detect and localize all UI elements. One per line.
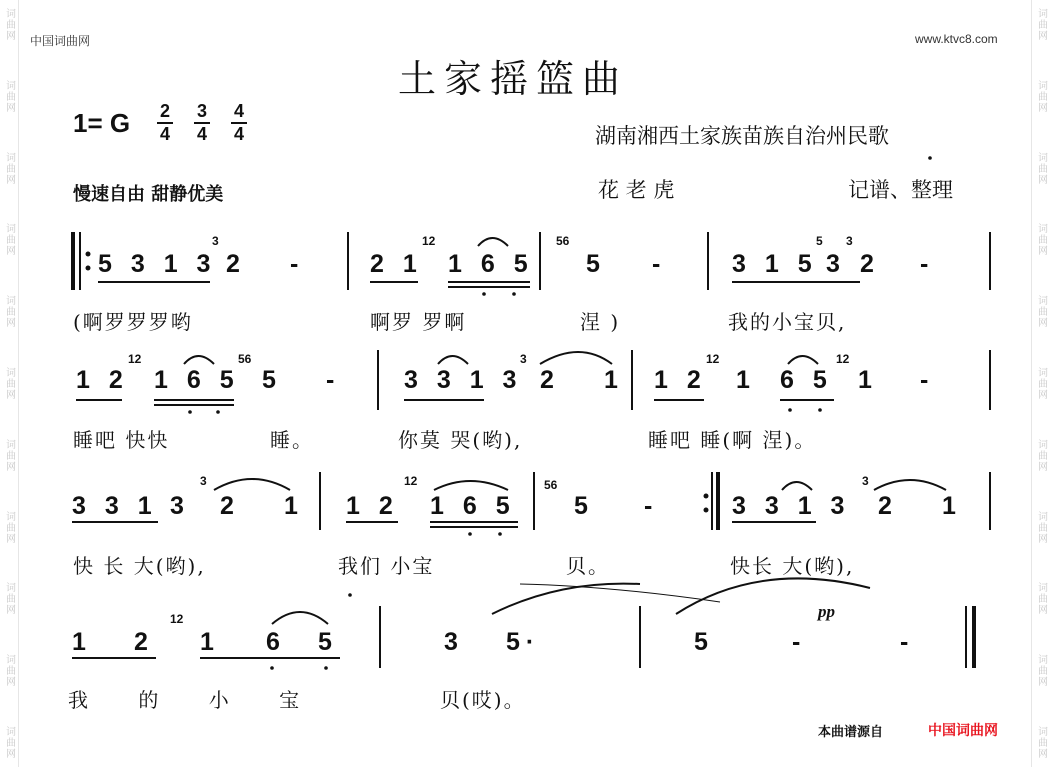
note-group: 1 — [284, 492, 304, 520]
note-group: - — [792, 628, 807, 656]
grace-note: 56 — [238, 352, 252, 366]
watermark-text: 词曲网 — [1035, 79, 1047, 113]
dynamic-marking: pp — [818, 602, 835, 621]
lyric-phrase: 我 的 小 宝 — [68, 688, 322, 712]
lyric-phrase: 涅 ) — [580, 310, 621, 334]
note-group: - — [900, 628, 915, 656]
watermark-text: 词曲网 — [3, 654, 15, 688]
watermark-text: 词曲网 — [3, 79, 15, 113]
tempo-marking: 慢速自由 甜静优美 — [73, 184, 224, 205]
watermark-text: 词曲网 — [1035, 654, 1047, 688]
lyric-phrase: 快 长 大(哟), — [73, 554, 206, 578]
slur — [272, 612, 328, 624]
note-group: - — [920, 250, 935, 278]
note-group: - — [920, 366, 935, 394]
note-group: 2 — [134, 628, 154, 656]
note-group: 1 — [200, 628, 220, 656]
key-signature: 1= G — [73, 108, 131, 138]
note-group: - — [290, 250, 305, 278]
lyric-phrase: 啊罗 罗啊 — [370, 310, 467, 334]
grace-note: 12 — [422, 234, 436, 248]
lyric-phrase: 睡吧 睡(啊 涅)。 — [648, 428, 817, 452]
lyric-phrase: 贝。 — [566, 554, 610, 578]
grace-note: 3 — [200, 474, 207, 488]
slur — [782, 482, 812, 490]
note-group: - — [326, 366, 341, 394]
watermark-text: 词曲网 — [3, 8, 15, 41]
note-group: 1 2 — [346, 492, 399, 520]
slur — [434, 481, 508, 490]
grace-note: 12 — [170, 612, 184, 626]
time-sig-numerator: 2 — [159, 101, 170, 121]
slur — [788, 356, 818, 364]
note-group: 3 3 1 3 — [404, 366, 523, 394]
lyric-phrase: 你莫 哭(哟), — [398, 428, 523, 452]
slur — [478, 238, 508, 246]
note-group: - — [652, 250, 667, 278]
watermark-text: 词曲网 — [1035, 8, 1047, 41]
note-group: 3 — [444, 628, 464, 656]
watermark-text: 词曲网 — [3, 438, 15, 472]
note-group: 1 — [736, 366, 756, 394]
watermark-text: 词曲网 — [1035, 223, 1047, 257]
transcriber-role: 记谱、整理 — [848, 178, 953, 202]
time-sig-denominator: 4 — [233, 124, 244, 144]
watermark-text: 词曲网 — [3, 295, 15, 329]
time-sig-denominator: 4 — [159, 124, 170, 144]
note-group: 3 — [826, 250, 846, 278]
song-title: 土家摇篮曲 — [398, 57, 629, 101]
watermark-text: 词曲网 — [1035, 438, 1047, 472]
grace-note: 12 — [706, 352, 720, 366]
note-group: 1 2 — [654, 366, 707, 394]
lyric-phrase: 睡吧 快快 — [73, 428, 170, 452]
slur — [492, 584, 640, 614]
time-sig-denominator: 4 — [196, 124, 207, 144]
site-url-header: www.ktvc8.com — [915, 32, 998, 46]
grace-note: 12 — [836, 352, 850, 366]
note-group: 1 6 5 — [448, 250, 534, 278]
grace-note: 12 — [404, 474, 418, 488]
note-group: 3 3 1 3 — [732, 492, 851, 520]
note-group: 3 3 1 — [72, 492, 158, 520]
note-group: 5 — [694, 628, 714, 656]
note-group: 1 — [72, 628, 92, 656]
note-group: 1 — [604, 366, 624, 394]
note-group: 5· — [506, 628, 541, 656]
watermark-text: 词曲网 — [3, 151, 15, 185]
watermark-text: 词曲网 — [1035, 510, 1047, 544]
note-group: 2 — [860, 250, 880, 278]
watermark-text: 词曲网 — [1035, 366, 1047, 400]
time-sig-numerator: 3 — [196, 101, 207, 121]
note-group: 6 5 — [780, 366, 833, 394]
note-group: 3 1 5 — [732, 250, 818, 278]
note-group: 5 — [262, 366, 282, 394]
slur — [540, 352, 612, 364]
grace-note: 56 — [544, 478, 558, 492]
grace-note: 56 — [556, 234, 570, 248]
note-group: 6 — [266, 628, 286, 656]
note-group: 2 1 — [370, 250, 423, 278]
slur — [184, 356, 214, 364]
watermark-text: 词曲网 — [3, 582, 15, 616]
lyric-phrase: (啊罗罗罗哟 — [73, 310, 193, 334]
note-group: 2 — [226, 250, 246, 278]
watermark-text: 词曲网 — [3, 366, 15, 400]
time-sig-numerator: 4 — [233, 101, 244, 121]
grace-note: 3 — [212, 234, 219, 248]
grace-note: 12 — [128, 352, 142, 366]
lyric-phrase: 快长 大(哟), — [730, 554, 855, 578]
watermark-text: 词曲网 — [1035, 151, 1047, 185]
note-group: 1 — [942, 492, 962, 520]
slur — [676, 578, 870, 614]
lyric-phrase: 贝(哎)。 — [440, 688, 526, 712]
transcriber-name: 花 老 虎 — [598, 178, 675, 202]
note-group: 1 — [858, 366, 878, 394]
lyric-phrase: 睡。 — [270, 428, 314, 452]
note-group: 2 — [878, 492, 898, 520]
note-group: 3 — [170, 492, 190, 520]
note-group: 1 6 5 — [154, 366, 240, 394]
site-name-header: 中国词曲网 — [30, 34, 91, 48]
watermark-text: 词曲网 — [1035, 725, 1047, 759]
source-label: 本曲谱源自 — [818, 725, 884, 740]
slur — [438, 356, 468, 364]
note-group: 2 — [220, 492, 240, 520]
slur — [214, 479, 290, 490]
note-group: - — [644, 492, 659, 520]
lyric-phrase: 我的小宝贝, — [728, 310, 847, 334]
watermark-text: 词曲网 — [3, 223, 15, 257]
note-group: 1 6 5 — [430, 492, 516, 520]
note-group: 2 — [540, 366, 560, 394]
grace-note: 3 — [520, 352, 527, 366]
watermark-text: 词曲网 — [3, 725, 15, 759]
note-group: 5 3 1 3 — [98, 250, 217, 278]
note-group: 1 2 — [76, 366, 129, 394]
grace-note: 3 — [846, 234, 853, 248]
slur — [874, 480, 946, 490]
grace-note: 3 — [862, 474, 869, 488]
source-brand-link[interactable]: 中国词曲网 — [928, 723, 998, 739]
note-group: 5 — [574, 492, 594, 520]
song-origin: 湖南湘西土家族苗族自治州民歌 — [595, 124, 889, 148]
watermark-text: 词曲网 — [1035, 295, 1047, 329]
watermark-text: 词曲网 — [3, 510, 15, 544]
grace-note: 5 — [816, 234, 823, 248]
lyric-phrase: 我们 小宝 — [338, 554, 435, 578]
note-group: 5 — [586, 250, 606, 278]
watermark-text: 词曲网 — [1035, 582, 1047, 616]
note-group: 5 — [318, 628, 338, 656]
